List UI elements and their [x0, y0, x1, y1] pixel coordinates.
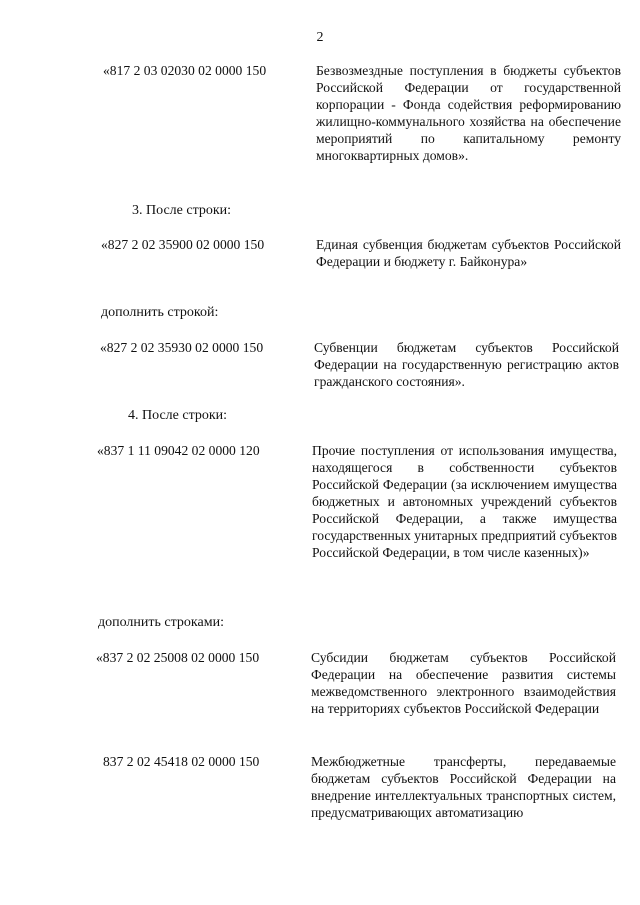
section-heading: дополнить строками:: [98, 615, 224, 630]
code-description: Безвозмездные поступления в бюджеты субъектов Российской Федерации от государственной корпорации - Фонда содействия реформированию жилищно-коммунального хозяйства на обеспечение мероприятий по капитальному ремонту многоквартирных домов».: [316, 63, 621, 163]
budget-code: «817 2 03 02030 02 0000 150: [103, 63, 267, 78]
budget-code: «827 2 02 35900 02 0000 150: [101, 237, 265, 252]
section-heading: 4. После строки:: [128, 408, 228, 423]
budget-code: «837 1 11 09042 02 0000 120: [97, 443, 260, 458]
section-heading: 3. После строки:: [132, 203, 232, 218]
code-description: Единая субвенция бюджетам субъектов Российской Федерации и бюджету г. Байконура»: [316, 237, 621, 269]
page-number: 2: [316, 30, 324, 45]
code-description: Межбюджетные трансферты, передаваемые бюджетам субъектов Российской Федерации на внедрение интеллектуальных транспортных систем, предусматривающих автоматизацию: [311, 754, 616, 820]
budget-code: 837 2 02 45418 02 0000 150: [103, 754, 260, 769]
code-description: Прочие поступления от использования имущества, находящегося в собственности субъектов Российской Федерации (за исключением имущества бюджетных и автономных учреждений субъектов Российской Федерации, а также имущества государственных унитарных предприятий субъектов Российской Федерации, в том числе казенных)»: [312, 443, 617, 560]
budget-code: «837 2 02 25008 02 0000 150: [96, 650, 260, 665]
budget-code: «827 2 02 35930 02 0000 150: [100, 340, 264, 355]
code-description: Субвенции бюджетам субъектов Российской Федерации на государственную регистрацию актов гражданского состояния».: [314, 340, 619, 389]
code-description: Субсидии бюджетам субъектов Российской Федерации на обеспечение развития системы межведомственного электронного взаимодействия на территориях субъектов Российской Федерации: [311, 650, 616, 716]
section-heading: дополнить строкой:: [101, 305, 219, 320]
